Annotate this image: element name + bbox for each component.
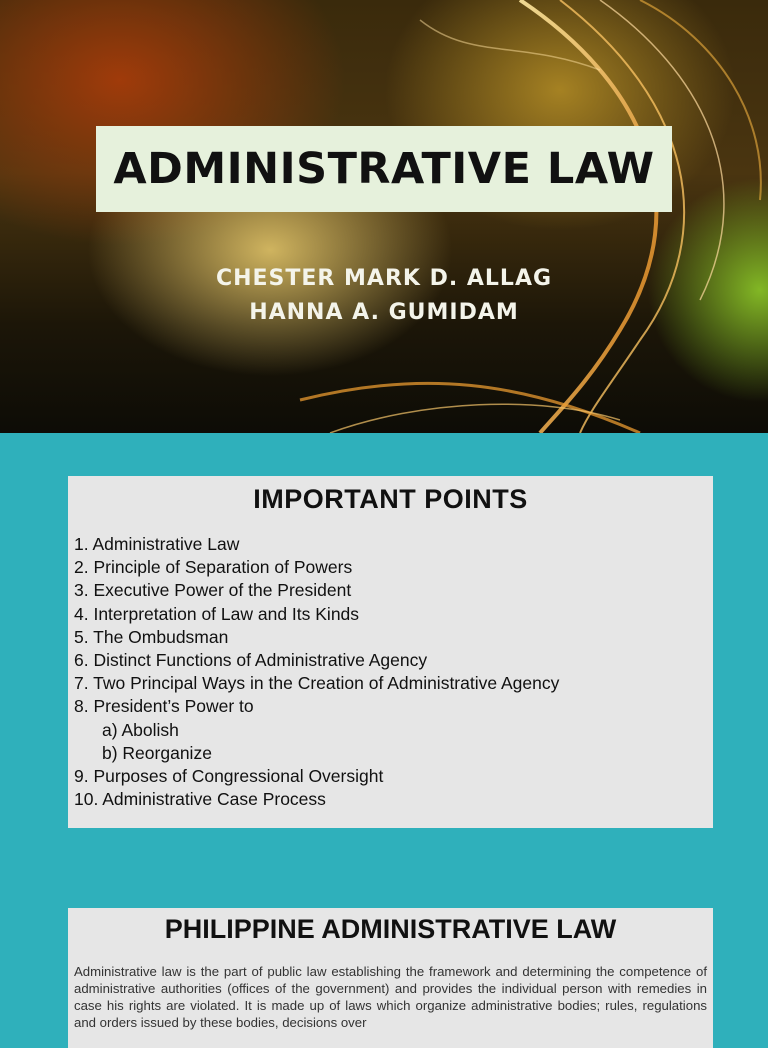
author-name: CHESTER MARK D. ALLAG <box>215 266 553 291</box>
author-name: HANNA A. GUMIDAM <box>249 300 519 325</box>
panel-body-text: Administrative law is the part of public law establishing the framework and determining the competence of administrative authorities (offices of the government) and provides the individual person with remedies in case his rights are violated. It is made up of laws which organize administrative bodies; rules, regulations and orders issued by these bodies, decisions over <box>74 964 707 1030</box>
list-item: 10. Administrative Case Process <box>74 789 326 810</box>
list-item: 7. Two Principal Ways in the Creation of Administrative Agency <box>74 673 560 694</box>
list-item: 1. Administrative Law <box>74 534 240 554</box>
important-points-panel <box>68 476 713 828</box>
list-subitem: b) Reorganize <box>102 742 212 763</box>
list-item: 5. The Ombudsman <box>74 626 229 647</box>
title-box <box>96 126 672 212</box>
list-item: 9. Purposes of Congressional Oversight <box>74 766 384 787</box>
slide-title: ADMINISTRATIVE LAW <box>113 144 655 194</box>
decorative-swirls <box>0 0 768 433</box>
panel-heading: IMPORTANT POINTS <box>253 484 528 514</box>
list-item: 3. Executive Power of the President <box>74 580 352 601</box>
list-item: 2. Principle of Separation of Powers <box>74 557 353 578</box>
list-item: 6. Distinct Functions of Administrative Agency <box>74 650 428 671</box>
title-slide <box>0 0 768 433</box>
points-list <box>74 533 559 811</box>
list-subitem: a) Abolish <box>102 719 179 740</box>
list-item: 8. President’s Power to <box>74 696 254 717</box>
panel-heading: PHILIPPINE ADMINISTRATIVE LAW <box>164 914 617 944</box>
list-item: 4. Interpretation of Law and Its Kinds <box>74 603 360 624</box>
philippine-admin-law-panel <box>68 908 713 1048</box>
